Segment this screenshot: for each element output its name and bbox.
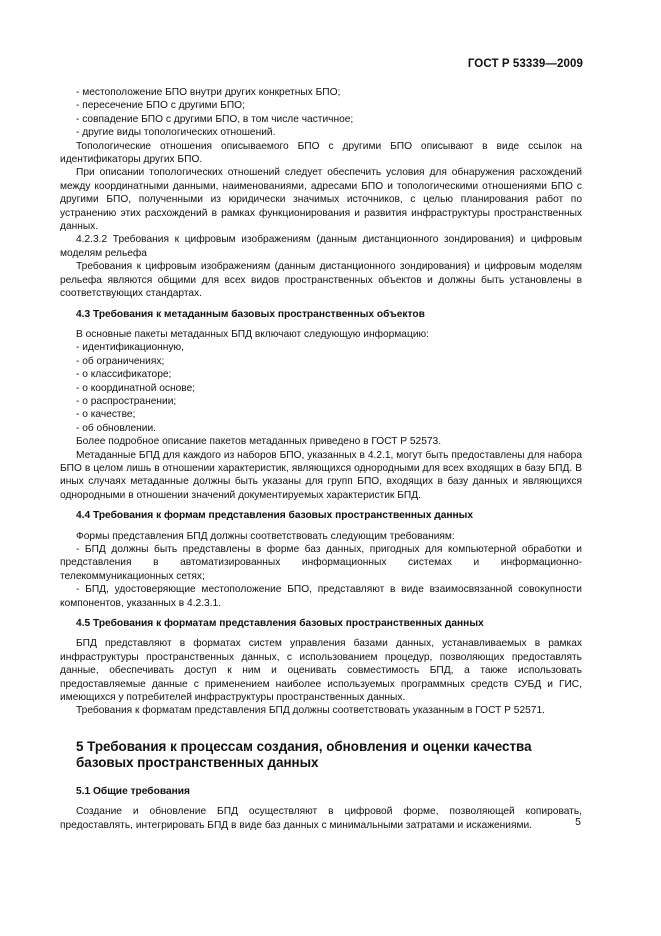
list-item: - совпадение БПО с другими БПО, в том числе частичное; [76, 113, 354, 125]
paragraph-metadata-reference: Более подробное описание пакетов метаданных приведено в ГОСТ Р 52573. [76, 436, 442, 448]
list-item: - об ограничениях; [76, 355, 165, 367]
document-body [60, 86, 582, 832]
section-5-heading: 5 Требования к процессам создания, обновления и оценки качества базовых пространственных данных [76, 738, 532, 771]
list-item: - о координатной основе; [76, 382, 196, 394]
list-item: - БПД, удостоверяющие местоположение БПО, представляют в виде взаимосвязанной совокупности компонентов, указанных в 4.2.3.1. [60, 584, 582, 609]
paragraph-formats-standard: Требования к форматам представления БПД должны соответствовать указанным в ГОСТ Р 52571. [76, 705, 545, 717]
paragraph-forms-intro: Формы представления БПД должны соответствовать следующим требованиям: [76, 530, 455, 542]
paragraph-creation: Создание и обновление БПД осуществляют в цифровой форме, позволяющей копировать, предоставлять, интегрировать БПД в виде баз данных с минимальными затратами и искажениями. [60, 806, 582, 831]
page-number: 5 [575, 816, 581, 828]
paragraph-topology-discrepancies: При описании топологических отношений следует обеспечить условия для обнаружения расхождений между координатными данными, наименованиями, адресами БПО и топологическими отношениями БПО с другими БПО, полученными из юридически значимых источников, с целью планирования работ по устранению этих расхождений в рамках функционирования и развития инфраструктуры пространственных данных. [60, 167, 582, 233]
paragraph-metadata-intro: В основные пакеты метаданных БПД включают следующую информацию: [76, 328, 429, 340]
section-4-4-heading: 4.4 Требования к формам представления базовых пространственных данных [76, 510, 474, 522]
list-item: - о распространении; [76, 395, 177, 407]
paragraph-metadata-sets: Метаданные БПД для каждого из наборов БПО, указанных в 4.2.1, могут быть предоставлены для набора БПО в целом лишь в отношении характеристик, являющихся однородными для всех входящих в базу БПД. В иных случаях метаданные должны быть указаны для групп БПО, входящих в базу данных и являющихся однородными в отношении значений документируемых характеристик БПД. [60, 449, 582, 501]
list-item: - о качестве; [76, 409, 136, 421]
clause-4-2-3-2-title: 4.2.3.2 Требования к цифровым изображениям (данным дистанционного зондирования) и цифровым моделям рельефа [60, 234, 582, 259]
list-item: - местоположение БПО внутри других конкретных БПО; [76, 87, 341, 98]
list-item: - идентификационную, [76, 342, 184, 354]
list-item: - пересечение БПО с другими БПО; [76, 100, 245, 112]
section-4-3-heading: 4.3 Требования к метаданным базовых пространственных объектов [76, 308, 425, 320]
section-5-1-heading: 5.1 Общие требования [76, 785, 190, 797]
paragraph-digital-images: Требования к цифровым изображениям (данным дистанционного зондирования) и цифровым моделям рельефа являются общими для всех видов пространственных объектов и должны быть установлены в соответствующих стандартах. [60, 261, 582, 300]
list-item: - другие виды топологических отношений. [76, 127, 276, 139]
paragraph-topology-refs: Топологические отношения описываемого БПО с другими БПО описывают в виде ссылок на идентификаторы других БПО. [60, 140, 582, 166]
section-4-5-heading: 4.5 Требования к форматам представления базовых пространственных данных [76, 618, 484, 630]
document-code: ГОСТ Р 53339—2009 [467, 58, 583, 70]
list-item: - об обновлении. [76, 422, 156, 434]
list-item: - БПД должны быть представлены в форме баз данных, пригодных для компьютерной обработки и представления в автоматизированных информационных системах и информационно-телекоммуникационных сетях; [60, 544, 582, 582]
paragraph-formats: БПД представляют в форматах систем управления базами данных, устанавливаемых в рамках инфраструктуры пространственных данных, с использованием процедур, позволяющих предоставлять данные, обеспечивать доступ к ним и оценивать совместимость БПД, а также использовать предоставляемые данные с применением наиболее используемых программных средств СУБД и ГИС, имеющихся у потребителей инфраструктуры пространственных данных. [60, 638, 582, 704]
list-item: - о классификаторе; [76, 369, 172, 381]
